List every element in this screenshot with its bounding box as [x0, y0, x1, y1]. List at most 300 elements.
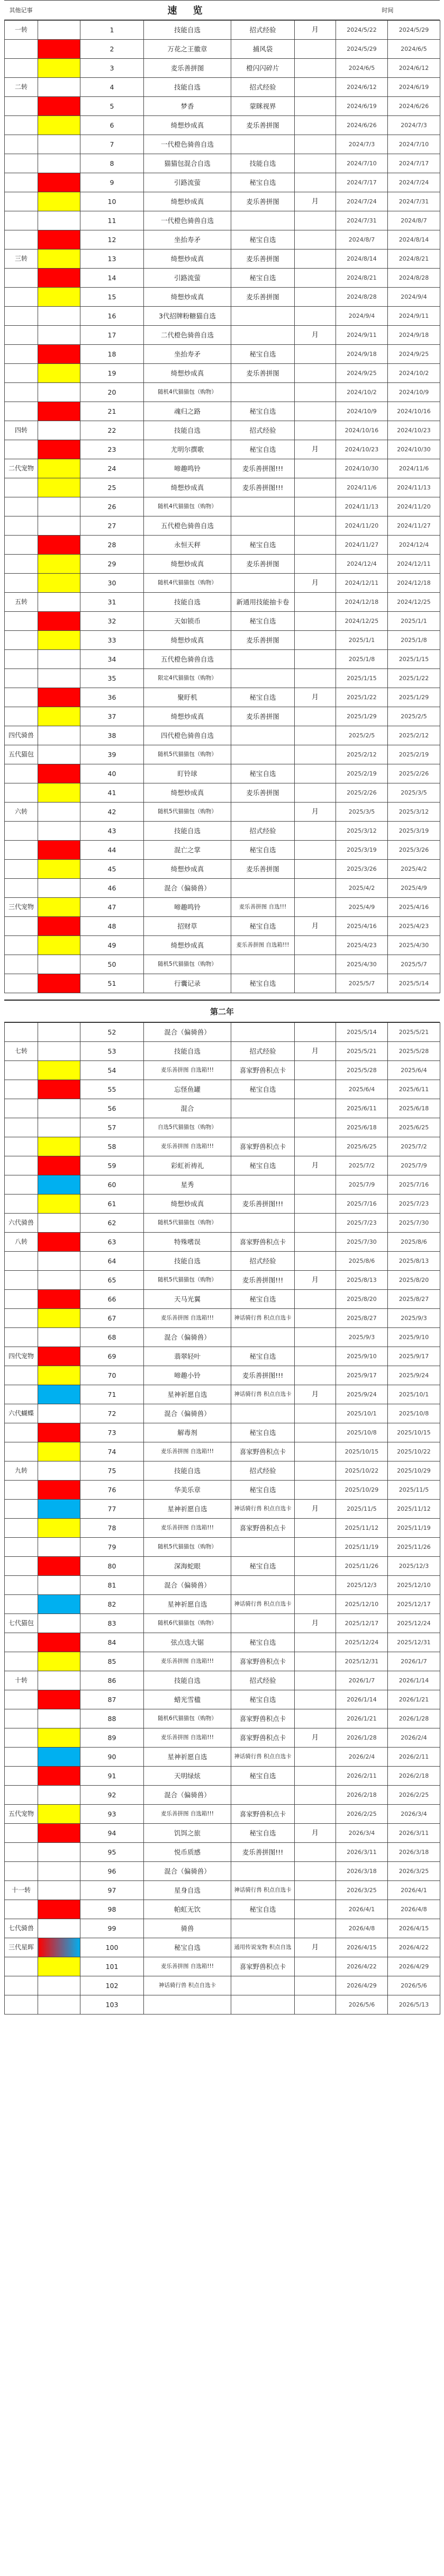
row-number: 16: [80, 307, 144, 326]
table-row: [5, 860, 440, 879]
start-date: 2025/4/30: [336, 955, 388, 974]
row-number: 73: [80, 1423, 144, 1442]
event-note: [5, 1080, 38, 1099]
reward-b: 秘宝自选: [231, 1156, 295, 1175]
end-date: 2026/1/14: [388, 1671, 440, 1690]
event-note: [5, 40, 38, 59]
row-number: 28: [80, 536, 144, 555]
year2-title: 第二年: [4, 1000, 440, 1022]
table-row: [5, 440, 440, 459]
event-note: [5, 783, 38, 803]
month-marker: [295, 860, 336, 879]
swatch: [38, 154, 80, 173]
start-date: 2024/10/23: [336, 440, 388, 459]
table-row: [5, 1042, 440, 1061]
reward-a: 混合（偏骑兽）: [144, 1328, 231, 1347]
reward-b: [231, 745, 295, 764]
swatch: [38, 173, 80, 192]
month-marker: [295, 1423, 336, 1442]
end-date: 2025/2/19: [388, 745, 440, 764]
reward-a: 麦乐善拼图 自选箱!!!: [144, 1805, 231, 1824]
event-note: [5, 1709, 38, 1728]
swatch: [38, 1347, 80, 1366]
reward-a: 麦乐善拼图 自选箱!!!: [144, 1061, 231, 1080]
swatch: [38, 1042, 80, 1061]
start-date: 2026/3/25: [336, 1881, 388, 1900]
end-date: 2025/12/10: [388, 1576, 440, 1595]
event-note: [5, 1290, 38, 1309]
end-date: 2024/8/7: [388, 211, 440, 230]
reward-b: 新通用技能抽卡卷: [231, 593, 295, 612]
end-date: 2025/11/12: [388, 1500, 440, 1519]
event-note: [5, 1328, 38, 1347]
row-number: 15: [80, 288, 144, 307]
row-number: 90: [80, 1748, 144, 1767]
month-marker: [295, 1290, 336, 1309]
reward-a: 混合（偏骑兽）: [144, 879, 231, 898]
start-date: 2025/1/15: [336, 669, 388, 688]
reward-b: 喜家野兽积点卡: [231, 1519, 295, 1538]
swatch: [38, 1881, 80, 1900]
row-number: 27: [80, 516, 144, 536]
start-date: 2025/3/12: [336, 822, 388, 841]
row-number: 98: [80, 1900, 144, 1919]
end-date: 2025/6/25: [388, 1118, 440, 1137]
end-date: 2024/10/9: [388, 383, 440, 402]
row-number: 81: [80, 1576, 144, 1595]
start-date: 2025/7/16: [336, 1195, 388, 1214]
row-number: 102: [80, 1976, 144, 1995]
swatch: [38, 1595, 80, 1614]
start-date: 2024/7/31: [336, 211, 388, 230]
table-row: [5, 1252, 440, 1271]
event-note: [5, 1767, 38, 1786]
event-note: [5, 1423, 38, 1442]
swatch: [38, 879, 80, 898]
event-note: 七转: [5, 1042, 38, 1061]
row-number: 39: [80, 745, 144, 764]
end-date: 2025/8/20: [388, 1271, 440, 1290]
end-date: 2025/2/5: [388, 707, 440, 726]
table-row: [5, 402, 440, 421]
event-note: [5, 1385, 38, 1404]
month-marker: [295, 1481, 336, 1500]
event-note: 七代猫包: [5, 1614, 38, 1633]
end-date: 2025/7/2: [388, 1137, 440, 1156]
start-date: 2025/11/12: [336, 1519, 388, 1538]
table-row: [5, 1023, 440, 1042]
reward-b: 蒙眯视界: [231, 97, 295, 116]
month-marker: [295, 612, 336, 631]
end-date: 2025/5/14: [388, 974, 440, 993]
event-note: [5, 59, 38, 78]
reward-b: [231, 516, 295, 536]
start-date: 2025/9/24: [336, 1385, 388, 1404]
event-note: [5, 288, 38, 307]
reward-b: 秘宝自选: [231, 1080, 295, 1099]
swatch: [38, 1633, 80, 1652]
start-date: 2025/2/26: [336, 783, 388, 803]
end-date: 2024/9/11: [388, 307, 440, 326]
row-number: 34: [80, 650, 144, 669]
event-note: 三代宠物: [5, 898, 38, 917]
row-number: 32: [80, 612, 144, 631]
reward-b: [231, 135, 295, 154]
start-date: 2026/4/8: [336, 1919, 388, 1938]
row-number: 14: [80, 269, 144, 288]
reward-b: 喜家野兽积点卡: [231, 1442, 295, 1461]
event-note: [5, 497, 38, 516]
reward-b: [231, 1614, 295, 1633]
row-number: 99: [80, 1919, 144, 1938]
month-marker: [295, 1843, 336, 1862]
row-number: 88: [80, 1709, 144, 1728]
end-date: 2024/11/27: [388, 516, 440, 536]
swatch: [38, 1461, 80, 1481]
event-note: [5, 1633, 38, 1652]
swatch: [38, 364, 80, 383]
reward-a: 盯铃球: [144, 764, 231, 783]
row-number: 40: [80, 764, 144, 783]
reward-b: 麦乐善拼图!!!: [231, 1843, 295, 1862]
swatch: [38, 97, 80, 116]
table-row: [5, 1633, 440, 1652]
swatch: [38, 21, 80, 40]
start-date: 2024/9/25: [336, 364, 388, 383]
table-row: [5, 555, 440, 574]
end-date: 2024/7/24: [388, 173, 440, 192]
month-marker: 月: [295, 1385, 336, 1404]
reward-a: 麦乐善拼图: [144, 59, 231, 78]
table-row: [5, 249, 440, 269]
row-number: 26: [80, 497, 144, 516]
month-marker: [295, 1252, 336, 1271]
reward-b: 麦乐善拼图: [231, 707, 295, 726]
start-date: 2025/4/9: [336, 898, 388, 917]
table-row: [5, 1328, 440, 1347]
start-date: 2024/5/29: [336, 40, 388, 59]
row-number: 50: [80, 955, 144, 974]
table-row: [5, 1767, 440, 1786]
month-marker: [295, 1652, 336, 1671]
table-row: [5, 1233, 440, 1252]
event-note: [5, 1519, 38, 1538]
month-marker: [295, 783, 336, 803]
event-note: [5, 1786, 38, 1805]
row-number: 36: [80, 688, 144, 707]
end-date: 2025/6/11: [388, 1080, 440, 1099]
event-note: 五转: [5, 593, 38, 612]
reward-a: 麦乐善拼图 自选箱!!!: [144, 1442, 231, 1461]
reward-b: 秘宝自选: [231, 1423, 295, 1442]
row-number: 31: [80, 593, 144, 612]
swatch: [38, 707, 80, 726]
event-note: [5, 1748, 38, 1767]
swatch: [38, 59, 80, 78]
table-row: [5, 1118, 440, 1137]
table-row: [5, 1461, 440, 1481]
start-date: 2025/10/15: [336, 1442, 388, 1461]
start-date: 2024/8/28: [336, 288, 388, 307]
month-marker: [295, 402, 336, 421]
swatch: [38, 726, 80, 745]
swatch: [38, 1442, 80, 1461]
reward-b: 秘宝自选: [231, 612, 295, 631]
event-note: 一转: [5, 21, 38, 40]
row-number: 18: [80, 345, 144, 364]
start-date: 2025/12/17: [336, 1614, 388, 1633]
reward-b: 招式经验: [231, 1042, 295, 1061]
swatch: [38, 1614, 80, 1633]
end-date: 2025/7/9: [388, 1156, 440, 1175]
reward-b: [231, 1538, 295, 1557]
table-row: [5, 345, 440, 364]
month-marker: [295, 459, 336, 478]
reward-a: 随机4代猫猫包（购物）: [144, 574, 231, 593]
reward-a: 混合（偏骑兽）: [144, 1023, 231, 1042]
start-date: 2024/12/11: [336, 574, 388, 593]
table-row: [5, 1671, 440, 1690]
table-row: [5, 364, 440, 383]
end-date: 2026/3/25: [388, 1862, 440, 1881]
month-marker: [295, 269, 336, 288]
start-date: 2024/6/26: [336, 116, 388, 135]
reward-b: 招式经验: [231, 421, 295, 440]
event-note: 十转: [5, 1671, 38, 1690]
event-note: [5, 1271, 38, 1290]
event-note: [5, 345, 38, 364]
swatch: [38, 211, 80, 230]
reward-a: 坐抬寿矛: [144, 345, 231, 364]
table-row: [5, 1881, 440, 1900]
reward-b: 捕风袋: [231, 40, 295, 59]
start-date: 2024/10/2: [336, 383, 388, 402]
table-row: [5, 612, 440, 631]
reward-b: 麦乐善拼图!!!: [231, 1271, 295, 1290]
month-marker: [295, 841, 336, 860]
reward-b: 秘宝自选: [231, 173, 295, 192]
event-note: [5, 536, 38, 555]
reward-b: 麦乐善拼图: [231, 860, 295, 879]
row-number: 49: [80, 936, 144, 955]
reward-a: 随机5代猫猫包（购物）: [144, 955, 231, 974]
end-date: 2025/1/1: [388, 612, 440, 631]
row-number: 3: [80, 59, 144, 78]
reward-a: 翡翠轻叶: [144, 1347, 231, 1366]
event-note: [5, 1957, 38, 1976]
reward-b: 秘宝自选: [231, 688, 295, 707]
row-number: 38: [80, 726, 144, 745]
table-row: [5, 383, 440, 402]
reward-b: 招式经验: [231, 21, 295, 40]
row-number: 95: [80, 1843, 144, 1862]
month-marker: [295, 211, 336, 230]
event-note: [5, 116, 38, 135]
reward-b: 招式经验: [231, 1252, 295, 1271]
row-number: 12: [80, 230, 144, 249]
table-row: [5, 1557, 440, 1576]
end-date: 2025/8/6: [388, 1233, 440, 1252]
reward-b: 神话骑行兽 积点自选卡: [231, 1595, 295, 1614]
swatch: [38, 1843, 80, 1862]
reward-a: 技能自选: [144, 21, 231, 40]
month-marker: [295, 1214, 336, 1233]
reward-a: 星身自选: [144, 1881, 231, 1900]
row-number: 91: [80, 1767, 144, 1786]
start-date: 2024/12/25: [336, 612, 388, 631]
reward-a: 秘宝自选: [144, 1938, 231, 1957]
start-date: 2026/3/4: [336, 1824, 388, 1843]
event-note: [5, 1156, 38, 1175]
reward-b: 秘宝自选: [231, 345, 295, 364]
reward-b: [231, 497, 295, 516]
reward-b: 喜家野兽积点卡: [231, 1652, 295, 1671]
row-number: 96: [80, 1862, 144, 1881]
month-marker: 月: [295, 21, 336, 40]
table-row: [5, 230, 440, 249]
event-note: [5, 173, 38, 192]
table-row: [5, 1728, 440, 1748]
table-row: [5, 326, 440, 345]
reward-a: 随机4代猫猫包（购物）: [144, 497, 231, 516]
table-row: [5, 726, 440, 745]
end-date: 2024/12/4: [388, 536, 440, 555]
row-number: 77: [80, 1500, 144, 1519]
month-marker: [295, 879, 336, 898]
swatch: [38, 1748, 80, 1767]
swatch: [38, 440, 80, 459]
reward-a: 聚盱机: [144, 688, 231, 707]
end-date: 2026/4/8: [388, 1900, 440, 1919]
reward-a: 坐抬寿矛: [144, 230, 231, 249]
table-row: [5, 650, 440, 669]
reward-a: 行囊记录: [144, 974, 231, 993]
row-number: 48: [80, 917, 144, 936]
start-date: 2024/8/7: [336, 230, 388, 249]
reward-a: 绮想炒成真: [144, 478, 231, 497]
reward-a: 技能自选: [144, 1042, 231, 1061]
table-row: [5, 1900, 440, 1919]
month-marker: [295, 1805, 336, 1824]
start-date: 2024/7/24: [336, 192, 388, 211]
swatch: [38, 1099, 80, 1118]
row-number: 76: [80, 1481, 144, 1500]
start-date: 2025/8/13: [336, 1271, 388, 1290]
end-date: 2025/2/26: [388, 764, 440, 783]
reward-b: 麦乐善拼图 自选!!!: [231, 898, 295, 917]
reward-b: [231, 1214, 295, 1233]
reward-a: 永恒天秤: [144, 536, 231, 555]
end-date: 2024/12/18: [388, 574, 440, 593]
row-number: 82: [80, 1595, 144, 1614]
reward-a: 自选5代猫猫包（购物）: [144, 1118, 231, 1137]
end-date: 2026/3/4: [388, 1805, 440, 1824]
swatch: [38, 1824, 80, 1843]
reward-a: 绮想炒成真: [144, 364, 231, 383]
end-date: 2026/1/21: [388, 1690, 440, 1709]
reward-b: [231, 1786, 295, 1805]
reward-a: 限定4代猫猫包（购物）: [144, 669, 231, 688]
table-row: [5, 97, 440, 116]
event-note: [5, 555, 38, 574]
month-marker: [295, 974, 336, 993]
reward-b: 喜家野兽积点卡: [231, 1957, 295, 1976]
end-date: 2024/11/6: [388, 459, 440, 478]
month-marker: [295, 1671, 336, 1690]
event-note: 八转: [5, 1233, 38, 1252]
event-note: [5, 326, 38, 345]
event-note: [5, 1538, 38, 1557]
table-row: [5, 631, 440, 650]
swatch: [38, 1366, 80, 1385]
reward-a: 五代橙色骑兽自选: [144, 516, 231, 536]
event-note: [5, 516, 38, 536]
table-row: [5, 116, 440, 135]
row-number: 29: [80, 555, 144, 574]
row-number: 75: [80, 1461, 144, 1481]
table-row: [5, 1538, 440, 1557]
table-row: [5, 1061, 440, 1080]
table-row: [5, 1423, 440, 1442]
month-marker: [295, 135, 336, 154]
row-number: 30: [80, 574, 144, 593]
swatch: [38, 1118, 80, 1137]
start-date: 2026/1/28: [336, 1728, 388, 1748]
row-number: 70: [80, 1366, 144, 1385]
row-number: 21: [80, 402, 144, 421]
reward-a: 麦乐善拼图 自选箱!!!: [144, 1728, 231, 1748]
start-date: 2025/8/27: [336, 1309, 388, 1328]
start-date: 2026/1/21: [336, 1709, 388, 1728]
swatch: [38, 1862, 80, 1881]
row-number: 52: [80, 1023, 144, 1042]
reward-b: 麦乐善拼图!!!: [231, 1195, 295, 1214]
reward-a: 解毒剂: [144, 1423, 231, 1442]
month-marker: [295, 478, 336, 497]
row-number: 22: [80, 421, 144, 440]
month-marker: [295, 1690, 336, 1709]
month-marker: 月: [295, 1938, 336, 1957]
reward-a: 绮想炒成真: [144, 192, 231, 211]
table-row: [5, 459, 440, 478]
end-date: 2024/11/13: [388, 478, 440, 497]
start-date: 2024/9/4: [336, 307, 388, 326]
reward-a: 混合: [144, 1099, 231, 1118]
event-note: [5, 1728, 38, 1748]
start-date: 2025/3/5: [336, 803, 388, 822]
end-date: 2026/4/15: [388, 1919, 440, 1938]
swatch: [38, 478, 80, 497]
row-number: 9: [80, 173, 144, 192]
start-date: 2026/4/29: [336, 1976, 388, 1995]
reward-a: 绮想炒成真: [144, 555, 231, 574]
event-note: [5, 1690, 38, 1709]
row-number: 54: [80, 1061, 144, 1080]
month-marker: 月: [295, 1500, 336, 1519]
reward-a: 随机4代猫猫包（购物）: [144, 383, 231, 402]
month-marker: [295, 955, 336, 974]
reward-a: 星神祈愿自选: [144, 1595, 231, 1614]
end-date: 2025/11/19: [388, 1519, 440, 1538]
row-number: 55: [80, 1080, 144, 1099]
end-date: 2025/7/23: [388, 1195, 440, 1214]
reward-b: [231, 211, 295, 230]
reward-a: 二代橙色骑兽自选: [144, 326, 231, 345]
swatch: [38, 402, 80, 421]
row-number: 97: [80, 1881, 144, 1900]
end-date: 2026/5/6: [388, 1976, 440, 1995]
table-row: [5, 478, 440, 497]
